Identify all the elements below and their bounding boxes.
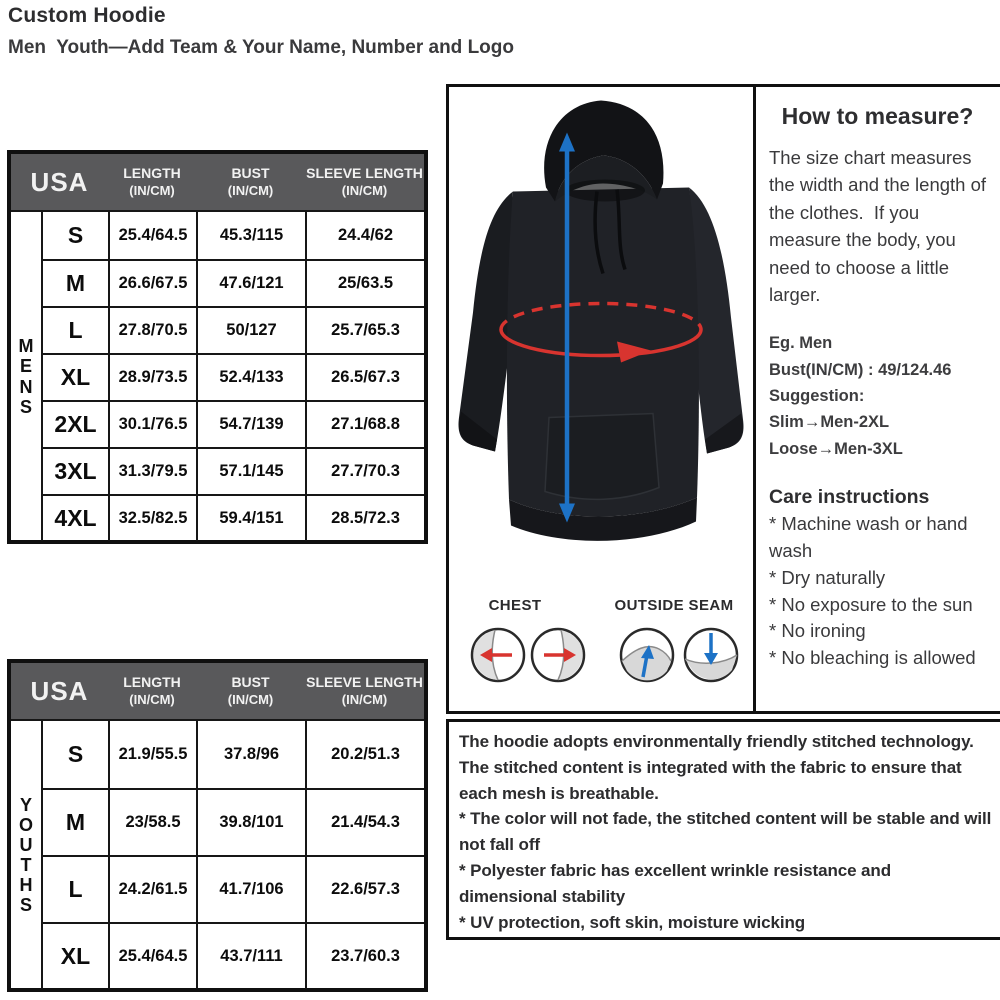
size-cell: 4XL [41, 494, 108, 541]
care-line: * Machine wash or hand wash [769, 513, 968, 562]
length-cell: 26.6/67.5 [108, 259, 196, 306]
table-body [11, 719, 424, 989]
length-cell: 24.2/61.5 [108, 855, 196, 922]
column-header-line2: (IN/CM) [129, 691, 175, 707]
length-cell: 30.1/76.5 [108, 400, 196, 447]
column-header-line1: BUST [231, 674, 270, 691]
table-header-row [11, 663, 424, 719]
column-header-line2: (IN/CM) [227, 182, 274, 198]
care-line: * No ironing [769, 620, 866, 642]
eg-line: Slim→Men-2XL [769, 413, 890, 432]
length-cell: 21.9/55.5 [108, 721, 196, 788]
size-cell: L [41, 855, 108, 922]
desc-line: * The color will not fade, the stitched content will be stable and will not fall off [459, 809, 992, 855]
hoodie-image [449, 87, 753, 585]
page-header [8, 4, 514, 59]
product-description-box [446, 719, 1000, 940]
care-line: * No bleaching is allowed [769, 647, 976, 669]
measure-heading: How to measure? [781, 103, 974, 129]
table-usa-header: USA [30, 166, 89, 197]
chest-measure-right-icon [528, 625, 588, 685]
eg-line: Loose→Men-3XL [769, 439, 903, 458]
eg-line: Suggestion: [769, 387, 865, 406]
eg-line: Bust(IN/CM) : 49/124.46 [769, 360, 952, 379]
group-label-letter: O [18, 814, 33, 835]
table-column-header [305, 154, 424, 210]
length-cell: 27.8/70.5 [108, 306, 196, 353]
outside-seam-label: OUTSIDE SEAM [614, 597, 734, 614]
sleeve-cell: 25/63.5 [305, 259, 424, 306]
table-column-header [196, 154, 305, 210]
size-cell: L [41, 306, 108, 353]
sleeve-cell: 21.4/54.3 [305, 788, 424, 855]
size-cell: XL [41, 353, 108, 400]
sleeve-cell: 22.6/57.3 [305, 855, 424, 922]
outside-seam-up-icon [617, 625, 677, 685]
desc-line: * Polyester fabric has excellent wrinkle resistance and dimensional stability [459, 861, 891, 906]
size-cell: 2XL [41, 400, 108, 447]
table-column-header [305, 663, 424, 719]
outside-seam-down-icon [681, 625, 741, 685]
sleeve-cell: 28.5/72.3 [305, 494, 424, 541]
eg-line: Eg. Men [769, 334, 833, 353]
bust-cell: 52.4/133 [196, 353, 305, 400]
column-header-line2: (IN/CM) [227, 691, 274, 707]
group-label-letter: T [20, 855, 32, 875]
table-group-label [11, 212, 41, 541]
table-group-label [11, 721, 41, 989]
bust-cell: 41.7/106 [196, 855, 305, 922]
length-cell: 31.3/79.5 [108, 447, 196, 494]
group-label-letter: U [19, 834, 33, 855]
bust-cell: 57.1/145 [196, 447, 305, 494]
table-usa-header: USA [30, 675, 89, 706]
sleeve-cell: 27.7/70.3 [305, 447, 424, 494]
size-cell: S [41, 212, 108, 259]
sleeve-cell: 25.7/65.3 [305, 306, 424, 353]
measure-icons-area [449, 585, 753, 711]
page-title: Custom Hoodie [8, 4, 166, 27]
care-heading: Care instructions [769, 486, 930, 509]
group-label-letter: Y [19, 794, 32, 815]
hoodie-photo [449, 87, 753, 585]
care-items [769, 511, 996, 672]
group-label-letter: S [19, 895, 32, 916]
group-label-letter: S [19, 396, 32, 417]
column-header-line1: SLEEVE LENGTH [306, 674, 423, 691]
column-header-line2: (IN/CM) [341, 182, 388, 198]
group-label-letter: H [19, 875, 33, 896]
bust-cell: 45.3/115 [196, 212, 305, 259]
hoodie-pocket [545, 414, 659, 500]
column-header-line1: LENGTH [123, 165, 181, 182]
hoodie-panel [449, 87, 756, 711]
bust-cell: 37.8/96 [196, 721, 305, 788]
sleeve-cell: 27.1/68.8 [305, 400, 424, 447]
sleeve-cell: 23.7/60.3 [305, 922, 424, 989]
size-cell: M [41, 259, 108, 306]
table-column-header [108, 154, 196, 210]
column-header-line1: LENGTH [123, 674, 181, 691]
bust-cell: 47.6/121 [196, 259, 305, 306]
bust-cell: 50/127 [196, 306, 305, 353]
desc-line: The hoodie adopts environmentally friendly stitched technology. The stitched content is integrated with the fabric to ensure that each mesh is breathable. [459, 732, 974, 803]
length-cell: 32.5/82.5 [108, 494, 196, 541]
care-instructions-block [769, 486, 996, 672]
care-line: * Dry naturally [769, 566, 886, 588]
sleeve-cell: 20.2/51.3 [305, 721, 424, 788]
hoodie-collar-shadow [565, 180, 645, 202]
size-cell: M [41, 788, 108, 855]
bust-cell: 59.4/151 [196, 494, 305, 541]
table-column-header [196, 663, 305, 719]
length-cell: 25.4/64.5 [108, 212, 196, 259]
table-body [11, 210, 424, 541]
column-header-line2: (IN/CM) [341, 691, 388, 707]
size-cell: 3XL [41, 447, 108, 494]
measure-panel [756, 87, 1000, 711]
bust-cell: 43.7/111 [196, 922, 305, 989]
page-subtitle: Men Youth—Add Team & Your Name, Number and Logo [8, 37, 514, 58]
group-label-letter: E [19, 356, 32, 377]
bust-cell: 39.8/101 [196, 788, 305, 855]
chest-measure-left-icon [468, 625, 528, 685]
sleeve-cell: 24.4/62 [305, 212, 424, 259]
chest-label: CHEST [488, 597, 542, 614]
youth-size-table [7, 659, 428, 992]
main-frame [446, 84, 1000, 714]
bust-cell: 54.7/139 [196, 400, 305, 447]
size-example-block [769, 330, 996, 462]
table-header-row [11, 154, 424, 210]
table-column-header [108, 663, 196, 719]
sleeve-cell: 26.5/67.3 [305, 353, 424, 400]
length-cell: 23/58.5 [108, 788, 196, 855]
group-label-letter: N [19, 376, 33, 397]
size-cell: S [41, 721, 108, 788]
measure-body-text: The size chart measures the width and the length of the clothes. If you measure the body, you need to choose a little larger. [769, 147, 992, 305]
column-header-line1: SLEEVE LENGTH [306, 165, 423, 182]
care-line: * No exposure to the sun [769, 593, 973, 615]
length-cell: 25.4/64.5 [108, 922, 196, 989]
size-cell: XL [41, 922, 108, 989]
desc-line: * UV protection, soft skin, moisture wicking [459, 912, 806, 932]
length-cell: 28.9/73.5 [108, 353, 196, 400]
mens-size-table [7, 150, 428, 544]
column-header-line2: (IN/CM) [129, 182, 175, 198]
column-header-line1: BUST [231, 165, 270, 182]
group-label-letter: M [18, 336, 34, 357]
